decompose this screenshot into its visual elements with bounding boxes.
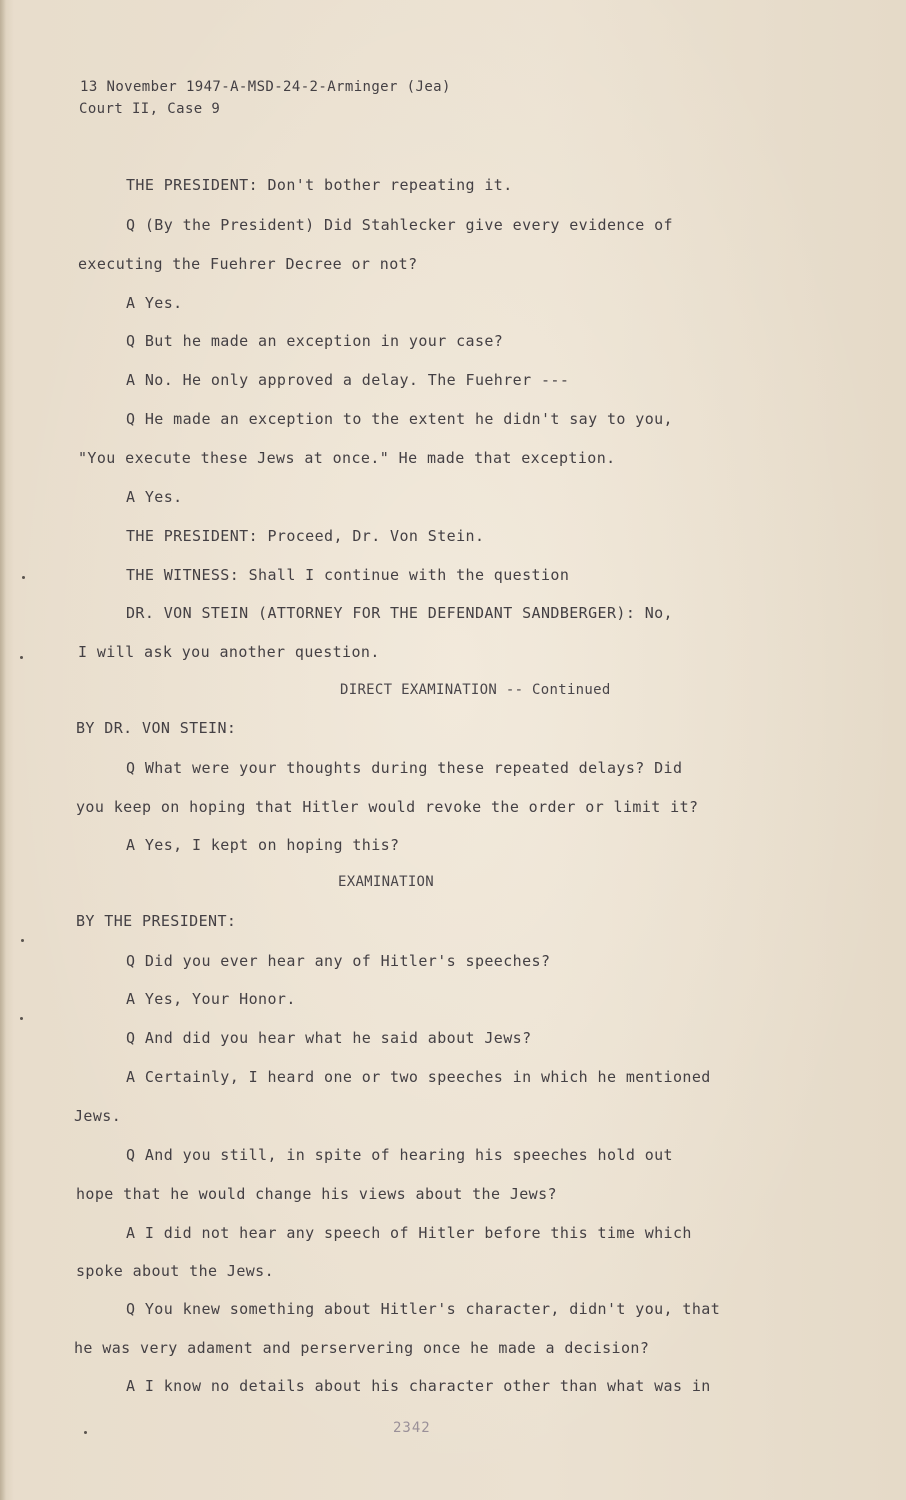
transcript-line: Q And did you hear what he said about Jews? (126, 1029, 532, 1047)
section-heading-direct-examination: DIRECT EXAMINATION -- Continued (340, 682, 611, 698)
transcript-line: THE PRESIDENT: Proceed, Dr. Von Stein. (126, 527, 485, 545)
transcript-line: A Yes. (126, 294, 183, 312)
transcript-line: THE WITNESS: Shall I continue with the question (126, 566, 570, 584)
transcript-line: A I know no details about his character other than what was in (126, 1377, 711, 1395)
transcript-line: Q (By the President) Did Stahlecker give every evidence of (126, 216, 673, 234)
transcript-line: A Yes. (126, 488, 183, 506)
section-heading-examination: EXAMINATION (338, 874, 435, 890)
transcript-line: Q He made an exception to the extent he didn't say to you, (126, 410, 673, 428)
transcript-line: Q And you still, in spite of hearing his speeches hold out (126, 1146, 673, 1164)
transcript-line: Jews. (74, 1107, 122, 1125)
transcript-line: A I did not hear any speech of Hitler before this time which (126, 1224, 692, 1242)
header-line-date: 13 November 1947-A-MSD-24-2-Arminger (Jea) (80, 79, 451, 95)
paper-speck (20, 1017, 23, 1020)
paper-speck (21, 939, 24, 942)
transcript-line: A Certainly, I heard one or two speeches in which he mentioned (126, 1068, 711, 1086)
transcript-line: "You execute these Jews at once." He made that exception. (78, 449, 616, 467)
examiner-label: BY DR. VON STEIN: (76, 719, 237, 737)
header-line-court: Court II, Case 9 (79, 101, 221, 117)
transcript-line: A Yes, I kept on hoping this? (126, 836, 400, 854)
paper-speck (22, 576, 25, 579)
page-number: 2342 (393, 1420, 431, 1436)
transcript-line: Q Did you ever hear any of Hitler's speeches? (126, 952, 551, 970)
transcript-line: A Yes, Your Honor. (126, 990, 296, 1008)
transcript-line: Q You knew something about Hitler's character, didn't you, that (126, 1300, 721, 1318)
transcript-line: DR. VON STEIN (ATTORNEY FOR THE DEFENDANT SANDBERGER): No, (126, 604, 673, 622)
transcript-line: he was very adament and perservering once he made a decision? (74, 1339, 650, 1357)
transcript-line: A No. He only approved a delay. The Fuehrer --- (126, 371, 570, 389)
transcript-line: Q But he made an exception in your case? (126, 332, 504, 350)
paper-edge-shadow (0, 0, 6, 1500)
examiner-label: BY THE PRESIDENT: (76, 912, 237, 930)
transcript-line: hope that he would change his views about the Jews? (76, 1185, 557, 1203)
transcript-line: spoke about the Jews. (76, 1262, 275, 1280)
paper-speck (20, 656, 23, 659)
transcript-line: you keep on hoping that Hitler would revoke the order or limit it? (76, 798, 699, 816)
transcript-line: executing the Fuehrer Decree or not? (78, 255, 418, 273)
transcript-line: I will ask you another question. (78, 643, 380, 661)
transcript-line: THE PRESIDENT: Don't bother repeating it. (126, 176, 513, 194)
transcript-line: Q What were your thoughts during these repeated delays? Did (126, 759, 683, 777)
paper-speck (84, 1431, 87, 1434)
